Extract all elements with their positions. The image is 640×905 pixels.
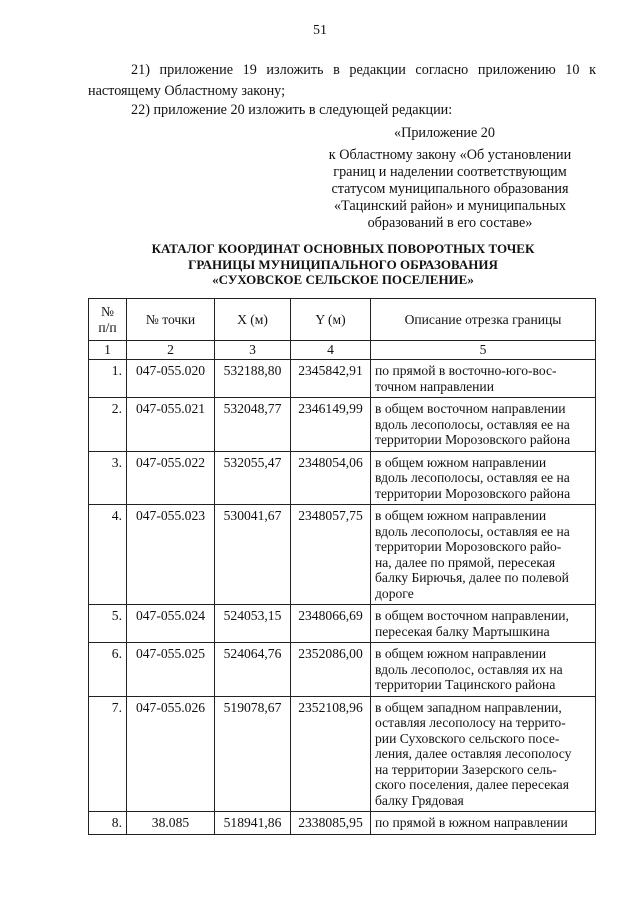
header-num-line: № — [101, 304, 114, 319]
header-point: № точки — [127, 299, 215, 341]
table-row — [89, 605, 596, 643]
row-desc-line: балку Бирючья, далее по полевой — [375, 570, 569, 585]
row-y-cell: 2352086,00 — [291, 643, 371, 697]
row-point-cell: 047-055.020 — [127, 360, 215, 398]
coordinates-table — [88, 298, 596, 835]
row-y-cell: 2348066,69 — [291, 605, 371, 643]
row-desc-line: рии Суховского сельского посе- — [375, 730, 560, 746]
row-point-cell: 047-055.024 — [127, 605, 215, 643]
row-desc-cell — [371, 605, 596, 643]
row-desc-cell — [371, 360, 596, 398]
row-desc-cell — [371, 812, 596, 835]
row-y-cell: 2348057,75 — [291, 505, 371, 605]
row-x-cell: 524064,76 — [215, 643, 291, 697]
row-x-cell: 532188,80 — [215, 360, 291, 398]
header-num — [89, 299, 127, 341]
row-desc-line: территории Морозовского района — [375, 432, 571, 447]
row-x-cell: 532048,77 — [215, 398, 291, 452]
row-desc-line: пересекая балку Мартышкина — [375, 623, 550, 639]
row-x-cell: 524053,15 — [215, 605, 291, 643]
catalog-title — [90, 241, 596, 288]
row-point-cell: 047-055.026 — [127, 696, 215, 812]
paragraph-21: 21) приложение 19 изложить в редакции согласно приложению 10 к настоящему Областному закону; — [88, 62, 596, 99]
row-point-cell: 047-055.021 — [127, 398, 215, 452]
row-desc-line: в общем восточном направлении, — [375, 608, 569, 623]
column-number: 1 — [89, 341, 127, 360]
row-point-cell: 047-055.022 — [127, 451, 215, 505]
row-desc-line: на территории Зазерского сель- — [375, 761, 557, 777]
row-desc-line: ления, далее оставляя лесополосу — [375, 746, 572, 761]
header-num-line: п/п — [98, 319, 117, 335]
page-number: 51 — [313, 23, 327, 38]
appendix-line: «Тацинский район» и муниципальных — [333, 198, 567, 214]
row-point-cell: 047-055.023 — [127, 505, 215, 605]
table-header-row — [89, 299, 596, 341]
row-desc-line: в общем западном направлении, — [375, 699, 562, 715]
table-row — [89, 360, 596, 398]
row-y-cell: 2345842,91 — [291, 360, 371, 398]
paragraph-22: 22) приложение 20 изложить в следующей редакции: — [131, 102, 453, 118]
appendix-line: границ и наделении соответствующим — [333, 164, 567, 180]
column-number: 5 — [371, 341, 596, 360]
row-desc-line: точном направлении — [375, 378, 494, 394]
row-desc-line: по прямой в южном направлении — [375, 815, 568, 830]
column-number-row — [89, 341, 596, 360]
row-desc-line: вдоль лесополос, оставляя их на — [375, 661, 563, 677]
row-desc-line: в общем южном направлении — [375, 454, 547, 470]
row-desc-line: дороге — [375, 585, 414, 601]
row-desc-line: вдоль лесополосы, оставляя ее на — [375, 470, 570, 485]
row-y-cell: 2352108,96 — [291, 696, 371, 812]
row-y-cell: 2346149,99 — [291, 398, 371, 452]
row-x-cell: 530041,67 — [215, 505, 291, 605]
row-desc-line: в общем южном направлении — [375, 646, 547, 661]
column-number: 2 — [127, 341, 215, 360]
appendix-line: к Областному закону «Об установлении — [328, 147, 572, 163]
row-x-cell: 519078,67 — [215, 696, 291, 812]
row-desc-cell — [371, 451, 596, 505]
catalog-title-line: КАТАЛОГ КООРДИНАТ ОСНОВНЫХ ПОВОРОТНЫХ ТОЧЕК — [151, 241, 535, 256]
row-desc-line: ского поселения, далее пересекая — [375, 777, 569, 792]
appendix-line: статусом муниципального образования — [331, 181, 569, 197]
row-desc-cell — [371, 505, 596, 605]
row-desc-line: вдоль лесополосы, оставляя ее на — [375, 523, 570, 539]
header-x: X (м) — [215, 299, 291, 341]
catalog-title-line: ГРАНИЦЫ МУНИЦИПАЛЬНОГО ОБРАЗОВАНИЯ — [188, 256, 498, 272]
row-desc-cell — [371, 696, 596, 812]
row-desc-line: вдоль лесополосы, оставляя ее на — [375, 416, 570, 432]
row-x-cell: 518941,86 — [215, 812, 291, 835]
row-num-cell: 6. — [89, 643, 127, 697]
table-row — [89, 696, 596, 812]
row-desc-line: территории Морозовского райо- — [375, 539, 562, 554]
row-num-cell: 7. — [89, 696, 127, 812]
row-y-cell: 2348054,06 — [291, 451, 371, 505]
table-row — [89, 398, 596, 452]
row-num-cell: 5. — [89, 605, 127, 643]
table-row — [89, 505, 596, 605]
row-point-cell: 047-055.025 — [127, 643, 215, 697]
row-desc-cell — [371, 398, 596, 452]
row-num-cell: 8. — [89, 812, 127, 835]
row-desc-line: на, далее по прямой, пересекая — [375, 554, 556, 570]
row-x-cell: 532055,47 — [215, 451, 291, 505]
row-desc-line: по прямой в восточно-юго-вос- — [375, 363, 557, 378]
column-number: 3 — [215, 341, 291, 360]
table-body — [89, 360, 596, 835]
row-desc-line: в общем восточном направлении — [375, 401, 566, 416]
header-y: Y (м) — [291, 299, 371, 341]
table-row — [89, 451, 596, 505]
appendix-line: образований в его составе» — [367, 215, 533, 231]
table-row — [89, 812, 596, 835]
row-desc-line: территории Тацинского района — [375, 677, 556, 692]
catalog-title-line: «СУХОВСКОЕ СЕЛЬСКОЕ ПОСЕЛЕНИЕ» — [212, 272, 474, 287]
row-point-cell: 38.085 — [127, 812, 215, 835]
row-desc-line: оставляя лесополосу на террито- — [375, 715, 566, 730]
header-desc: Описание отрезка границы — [371, 299, 596, 341]
row-desc-line: территории Морозовского района — [375, 485, 571, 501]
row-desc-line: в общем южном направлении — [375, 508, 547, 523]
row-num-cell: 3. — [89, 451, 127, 505]
column-number: 4 — [291, 341, 371, 360]
row-desc-line: балку Грядовая — [375, 792, 464, 808]
row-num-cell: 2. — [89, 398, 127, 452]
row-y-cell: 2338085,95 — [291, 812, 371, 835]
row-num-cell: 1. — [89, 360, 127, 398]
appendix-title: «Приложение 20 — [394, 125, 495, 141]
row-num-cell: 4. — [89, 505, 127, 605]
table-row — [89, 643, 596, 697]
row-desc-cell — [371, 643, 596, 697]
appendix-caption — [310, 147, 590, 232]
